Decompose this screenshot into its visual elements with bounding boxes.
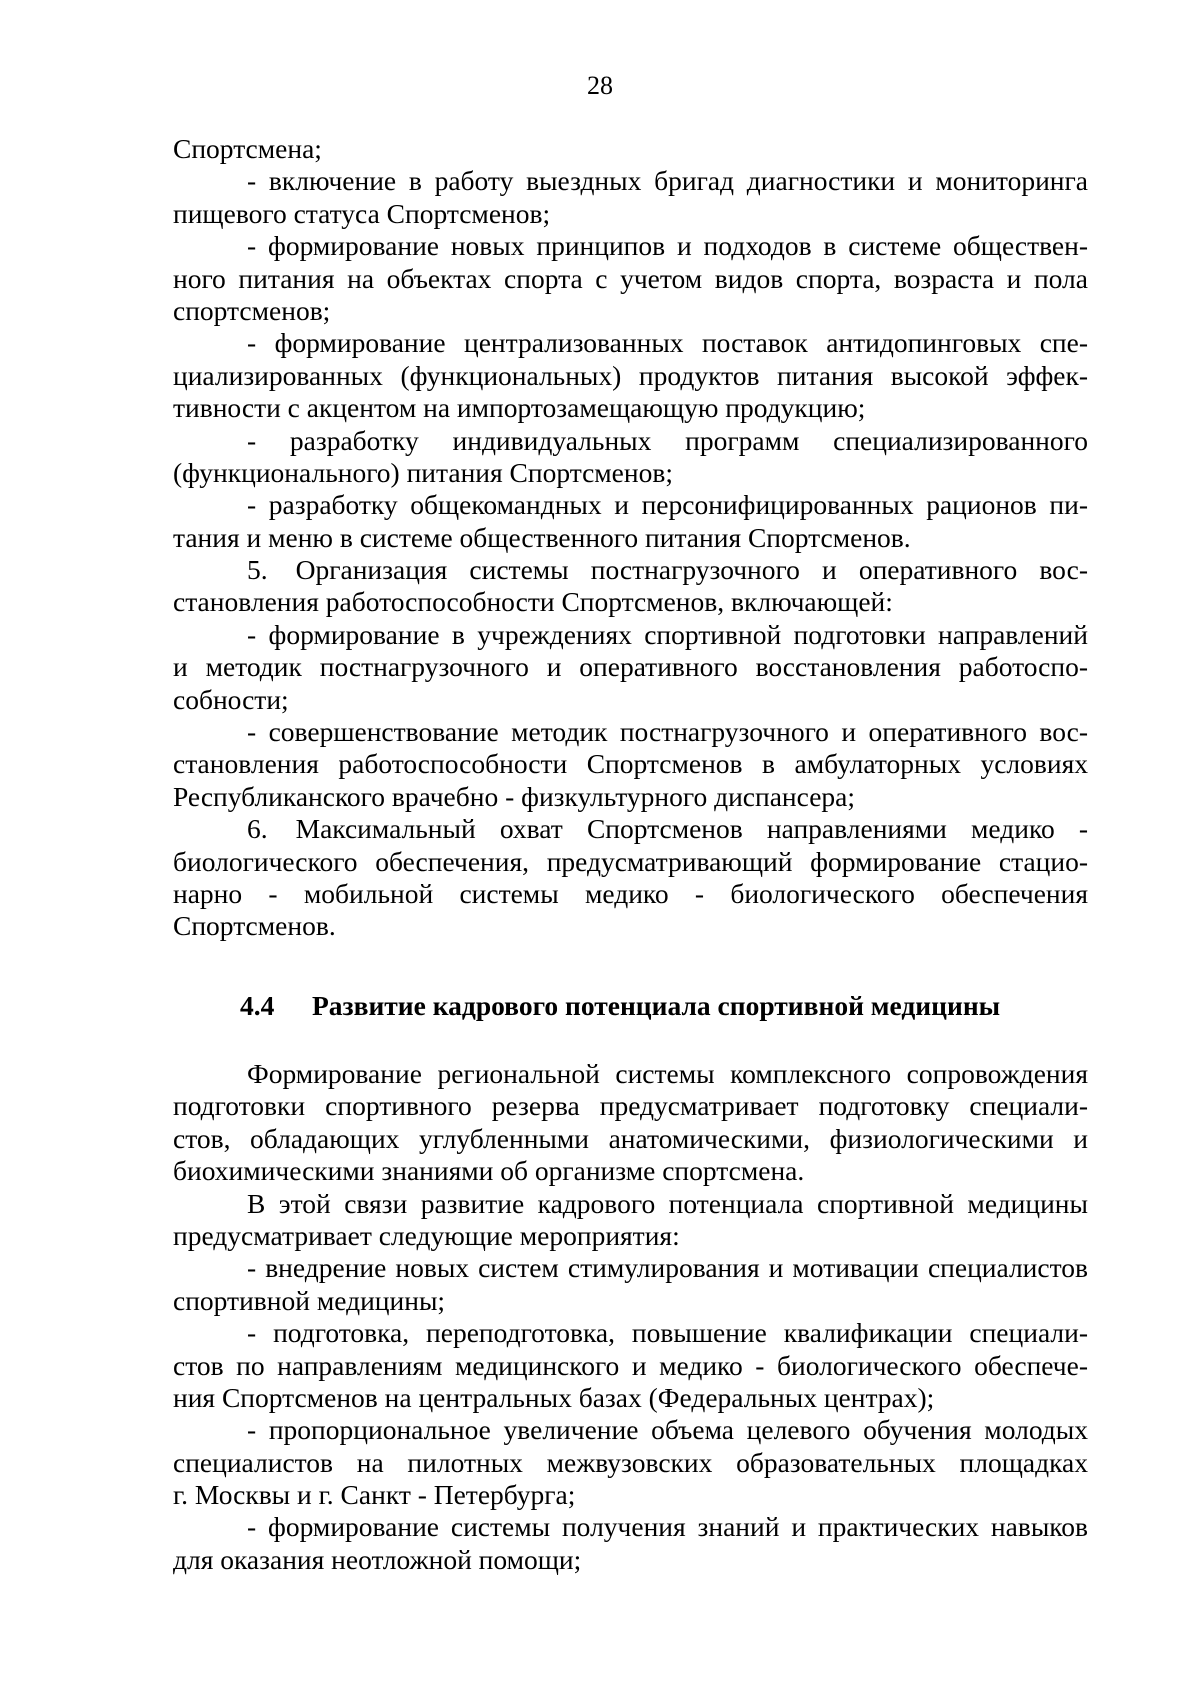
paragraph-block-recovery bbox=[173, 619, 1088, 813]
item-number: 6. bbox=[247, 813, 268, 845]
text-line: - формирование новых принципов и подходов в системе обществен- bbox=[247, 230, 1088, 262]
text-line: нарно - мобильной системы медико - биологического обеспечения bbox=[173, 877, 1088, 909]
text-line: (функционального) питания Спортсменов; bbox=[173, 456, 673, 488]
text-line: тания и меню в системе общественного питания Спортсменов. bbox=[173, 521, 911, 553]
text-line: - пропорциональное увеличение объема целевого обучения молодых bbox=[247, 1414, 1088, 1446]
paragraph-block-nutrition bbox=[173, 133, 1088, 554]
section-heading bbox=[240, 990, 1000, 1022]
text-line: подготовки спортивного резерва предусматривает подготовку специали- bbox=[173, 1090, 1088, 1122]
text-line: стов по направлениям медицинского и медико - биологического обеспече- bbox=[173, 1349, 1088, 1381]
item-text-line: Организация системы постнагрузочного и оперативного вос- bbox=[295, 554, 1088, 586]
text-line: Республиканского врачебно - физкультурного диспансера; bbox=[173, 780, 855, 812]
text-line: ного питания на объектах спорта с учетом видов спорта, возраста и пола bbox=[173, 262, 1088, 294]
text-line: и методик постнагрузочного и оперативного восстановления работоспо- bbox=[173, 651, 1088, 683]
body-text-lower bbox=[173, 1058, 1088, 1576]
text-line: предусматривает следующие мероприятия: bbox=[173, 1219, 680, 1251]
text-line: спортсменов; bbox=[173, 294, 331, 326]
text-line: стов, обладающих углубленными анатомическими, физиологическими и bbox=[173, 1122, 1088, 1154]
numbered-item-5 bbox=[173, 554, 1088, 586]
text-line: г. Москвы и г. Санкт - Петербурга; bbox=[173, 1479, 576, 1511]
text-line: - формирование централизованных поставок антидопинговых спе- bbox=[247, 327, 1088, 359]
text-line: - внедрение новых систем стимулирования и мотивации специалистов bbox=[247, 1252, 1088, 1284]
text-line: спортивной медицины; bbox=[173, 1284, 446, 1316]
text-line: становления работоспособности Спортсменов в амбулаторных условиях bbox=[173, 748, 1088, 780]
text-line: Спортсменов. bbox=[173, 910, 336, 942]
paragraph-block-personnel bbox=[173, 1058, 1088, 1576]
text-line: специалистов на пилотных межвузовских образовательных площадках bbox=[173, 1446, 1088, 1478]
body-text-upper bbox=[173, 133, 1088, 943]
text-line: - разработку индивидуальных программ специализированного bbox=[247, 424, 1088, 456]
item-number: 5. bbox=[247, 554, 268, 586]
text-line: Спортсмена; bbox=[173, 133, 322, 164]
text-line: - формирование в учреждениях спортивной подготовки направлений bbox=[247, 618, 1088, 650]
text-line: ния Спортсменов на центральных базах (Федеральных центрах); bbox=[173, 1381, 935, 1413]
section-number: 4.4 bbox=[240, 990, 275, 1021]
text-line: становления работоспособности Спортсменов, включающей: bbox=[173, 586, 893, 618]
text-line: биологического обеспечения, предусматривающий формирование стацио- bbox=[173, 845, 1088, 877]
item-text-line: Максимальный охват Спортсменов направлениями медико - bbox=[295, 813, 1088, 845]
text-line: - включение в работу выездных бригад диагностики и мониторинга bbox=[247, 165, 1088, 197]
text-line: собности; bbox=[173, 683, 289, 715]
text-line: Формирование региональной системы комплексного сопровождения bbox=[247, 1058, 1088, 1089]
numbered-item-6-continuation bbox=[173, 846, 1088, 943]
text-line: циализированных (функциональных) продуктов питания высокой эффек- bbox=[173, 359, 1088, 391]
text-line: тивности с акцентом на импортозамещающую продукцию; bbox=[173, 392, 866, 424]
text-line: - подготовка, переподготовка, повышение квалификации специали- bbox=[247, 1317, 1088, 1349]
text-line: В этой связи развитие кадрового потенциала спортивной медицины bbox=[247, 1187, 1088, 1219]
section-title: Развитие кадрового потенциала спортивной медицины bbox=[312, 990, 1001, 1021]
page-number: 28 bbox=[587, 71, 613, 100]
text-line: для оказания неотложной помощи; bbox=[173, 1543, 582, 1575]
text-line: - совершенствование методик постнагрузочного и оперативного вос- bbox=[247, 716, 1088, 748]
text-line: биохимическими знаниями об организме спортсмена. bbox=[173, 1155, 805, 1187]
text-line: пищевого статуса Спортсменов; bbox=[173, 197, 551, 229]
numbered-item-6 bbox=[173, 813, 1088, 845]
text-line: - разработку общекомандных и персонифицированных рационов пи- bbox=[247, 489, 1088, 521]
text-line: - формирование системы получения знаний и практических навыков bbox=[247, 1511, 1088, 1543]
